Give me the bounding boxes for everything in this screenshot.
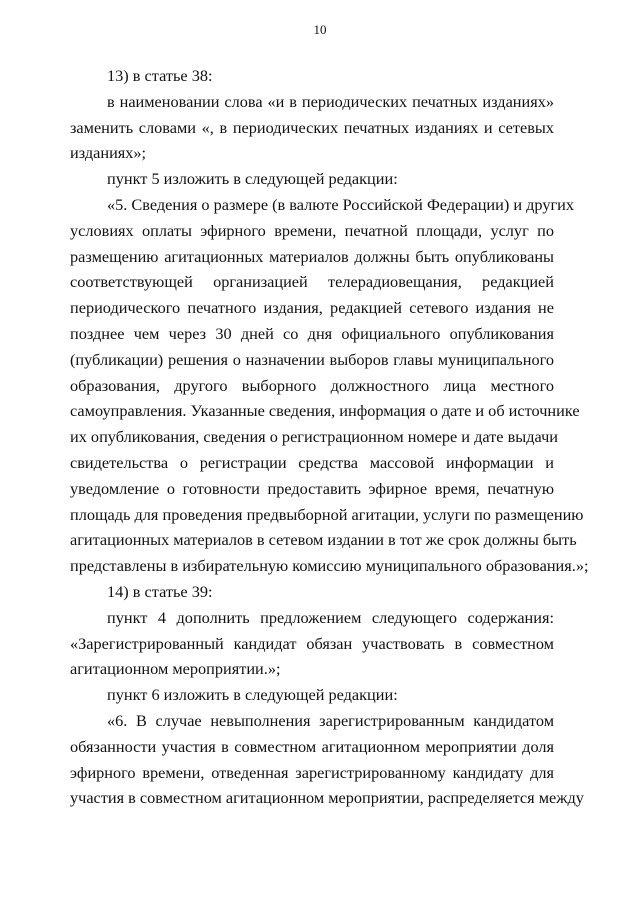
text-line: агитационных материалов в сетевом издании в тот же срок должны быть: [70, 530, 577, 550]
text-line: размещению агитационных материалов должны быть опубликованы: [70, 246, 554, 266]
text-line: пункт 6 изложить в следующей редакции:: [107, 685, 398, 705]
text-line: площадь для проведения предвыборной агитации, услуги по размещению: [70, 504, 584, 524]
text-line: участия в совместном агитационном мероприятии, распределяется между: [70, 788, 584, 808]
text-line: соответствующей организацией телерадиовещания, редакцией: [70, 272, 554, 292]
text-line: обязанности участия в совместном агитационном мероприятии доля: [70, 736, 554, 756]
page-number: 10: [313, 22, 327, 37]
text-line: пункт 5 изложить в следующей редакции:: [107, 169, 398, 189]
text-line: агитационном мероприятии.»;: [70, 659, 281, 679]
text-line: самоуправления. Указанные сведения, информация о дате и об источнике: [70, 401, 580, 421]
text-line: 14) в статье 39:: [107, 581, 213, 601]
text-line: пункт 4 дополнить предложением следующего содержания:: [107, 607, 554, 627]
text-line: заменить словами «, в периодических печатных изданиях и сетевых: [70, 117, 554, 137]
text-line: (публикации) решения о назначении выборов главы муниципального: [70, 349, 554, 369]
text-line: изданиях»;: [70, 143, 147, 163]
text-line: «6. В случае невыполнения зарегистрированным кандидатом: [107, 710, 554, 730]
text-line: 13) в статье 38:: [107, 66, 213, 85]
text-line: свидетельства о регистрации средства массовой информации и: [70, 452, 554, 472]
text-line: уведомление о готовности предоставить эфирное время, печатную: [70, 478, 554, 498]
text-line: представлены в избирательную комиссию муниципального образования.»;: [70, 556, 589, 576]
text-line: позднее чем через 30 дней со дня официального опубликования: [70, 323, 554, 343]
document-body: [70, 63, 589, 811]
text-line: эфирного времени, отведенная зарегистрированному кандидату для: [70, 762, 554, 782]
text-line: «Зарегистрированный кандидат обязан участвовать в совместном: [70, 633, 554, 653]
text-line: образования, другого выборного должностного лица местного: [70, 375, 554, 395]
text-line: их опубликования, сведения о регистрационном номере и дате выдачи: [70, 427, 558, 447]
text-line: условиях оплаты эфирного времени, печатной площади, услуг по: [70, 220, 554, 240]
text-line: в наименовании слова «и в периодических печатных изданиях»: [107, 91, 554, 111]
text-line: периодического печатного издания, редакцией сетевого издания не: [70, 298, 554, 318]
text-line: «5. Сведения о размере (в валюте Российской Федерации) и других: [107, 194, 574, 214]
